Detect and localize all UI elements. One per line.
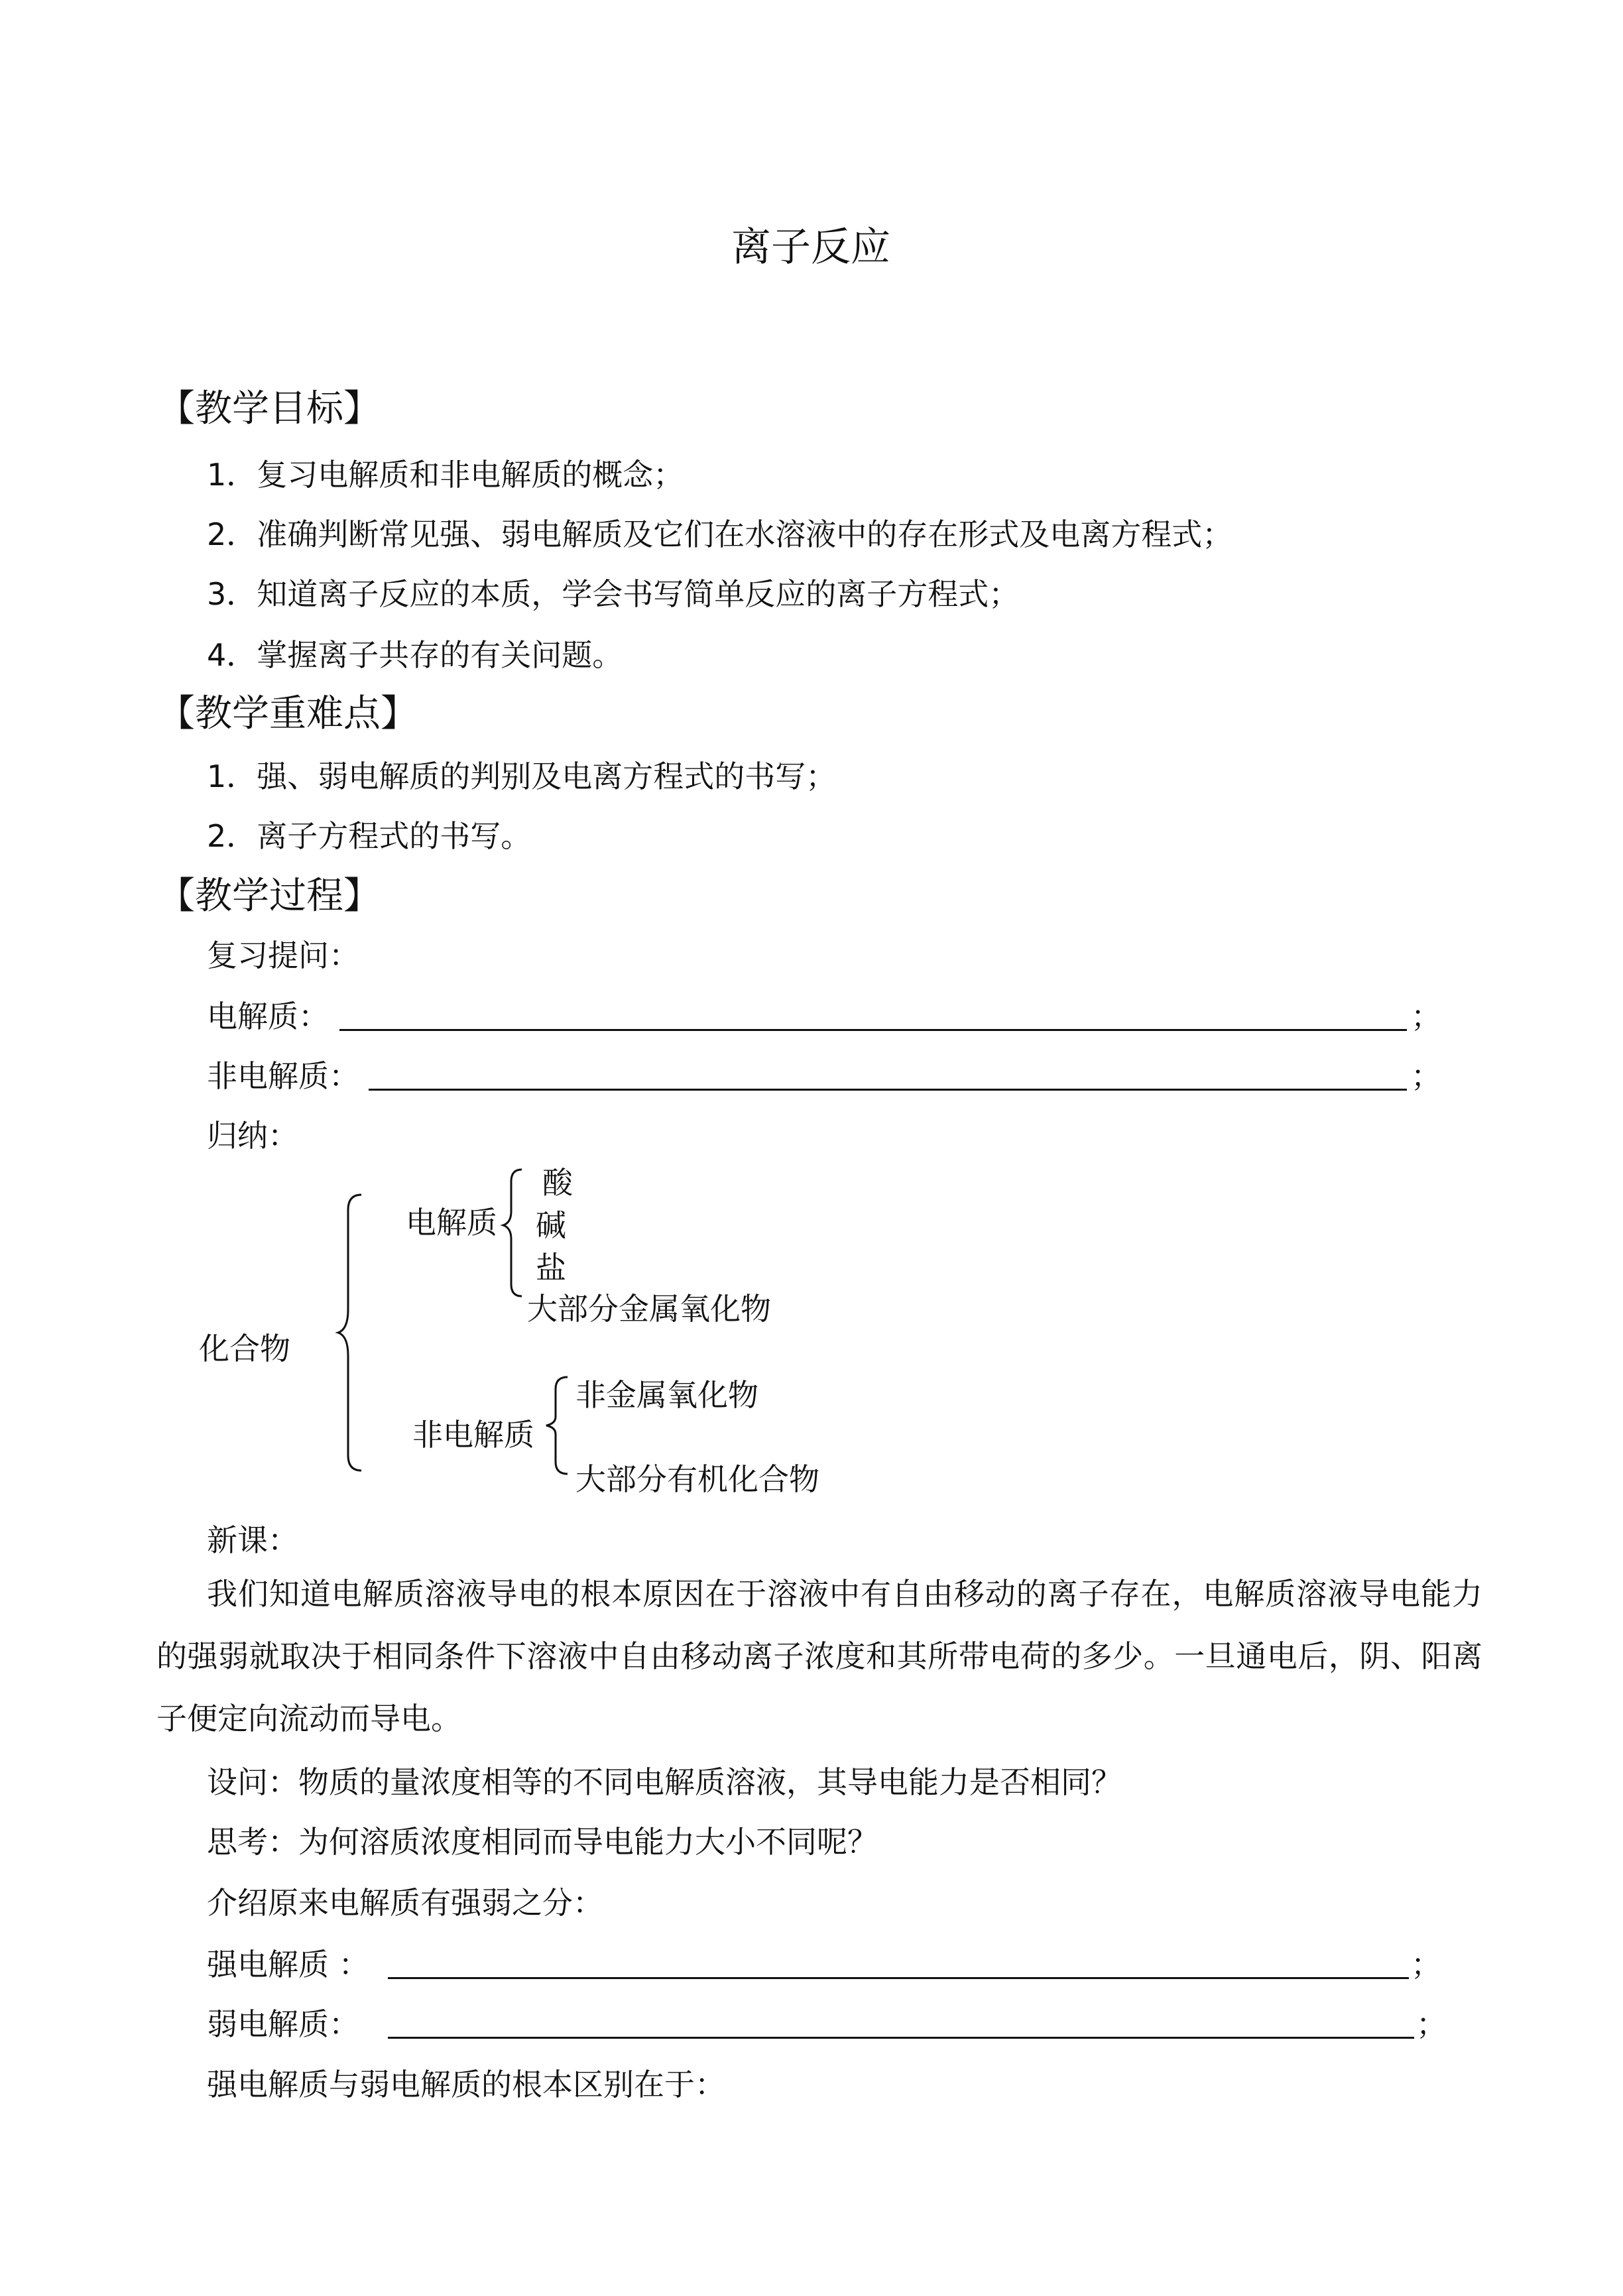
key-point-item: 1．强、弱电解质的判别及电离方程式的书写； <box>207 758 837 794</box>
thinking-line: 思考：为何溶质浓度相同而导电能力大小不同呢？ <box>207 1824 878 1860</box>
tree-leaf: 酸 <box>542 1165 573 1201</box>
tree-leaf: 大部分金属氧化物 <box>527 1291 771 1327</box>
nonelectrolyte-brace <box>544 1376 573 1475</box>
weak-electrolyte-label: 弱电解质： <box>207 2006 359 2042</box>
section-heading-goals: 【教学目标】 <box>158 387 381 430</box>
tree-leaf: 非金属氧化物 <box>575 1377 758 1413</box>
difference-line: 强电解质与弱电解质的根本区别在于： <box>207 2067 725 2102</box>
new-lesson-label: 新课： <box>207 1522 298 1558</box>
page-title: 离子反应 <box>731 224 890 271</box>
key-point-item: 2．离子方程式的书写。 <box>207 818 532 854</box>
electrolyte-brace <box>501 1168 527 1301</box>
electrolyte-blank-line <box>339 1029 1407 1031</box>
electrolyte-label: 电解质： <box>207 998 329 1034</box>
tree-leaf: 盐 <box>536 1250 566 1286</box>
goal-item: 2．准确判断常见强、弱电解质及它们在水溶液中的存在形式及电离方程式； <box>207 516 1233 552</box>
big-brace <box>335 1193 368 1472</box>
nonelectrolyte-label: 非电解质： <box>207 1058 359 1094</box>
goal-item: 4．掌握离子共存的有关问题。 <box>207 637 623 673</box>
weak-electrolyte-blank-line <box>388 2037 1414 2039</box>
line-end: ； <box>1411 1947 1441 1982</box>
tree-electrolyte: 电解质 <box>406 1205 497 1240</box>
intro-line: 介绍原来电解质有强弱之分： <box>207 1885 603 1921</box>
strong-electrolyte-label: 强电解质 ： <box>207 1947 369 1982</box>
goal-item: 1．复习电解质和非电解质的概念； <box>207 457 684 493</box>
strong-electrolyte-blank-line <box>388 1977 1409 1979</box>
tree-nonelectrolyte: 非电解质 <box>412 1417 534 1453</box>
tree-root: 化合物 <box>199 1331 290 1366</box>
line-end: ； <box>1411 1058 1441 1094</box>
lesson-paragraph: 我们知道电解质溶液导电的根本原因在于溶液中有自由移动的离子存在，电解质溶液导电能力的强弱就取决于相同条件下溶液中自由移动离子浓度和其所带电荷的多少。一旦通电后，阴、阳离子便定向流动而导电。 <box>156 1576 1482 1736</box>
section-heading-process: 【教学过程】 <box>158 875 381 918</box>
goal-item: 3．知道离子反应的本质，学会书写简单反应的离子方程式； <box>207 576 1020 612</box>
nonelectrolyte-blank-line <box>369 1089 1407 1091</box>
line-end: ； <box>1416 2006 1447 2042</box>
line-end: ； <box>1411 998 1441 1034</box>
review-prompt: 复习提问： <box>207 937 359 973</box>
question-line: 设问：物质的量浓度相等的不同电解质溶液，其导电能力是否相同？ <box>207 1764 1122 1800</box>
tree-leaf: 大部分有机化合物 <box>575 1461 819 1497</box>
summary-label: 归纳： <box>207 1118 298 1154</box>
tree-leaf: 碱 <box>536 1207 566 1243</box>
section-heading-key-points: 【教学重难点】 <box>158 692 418 735</box>
